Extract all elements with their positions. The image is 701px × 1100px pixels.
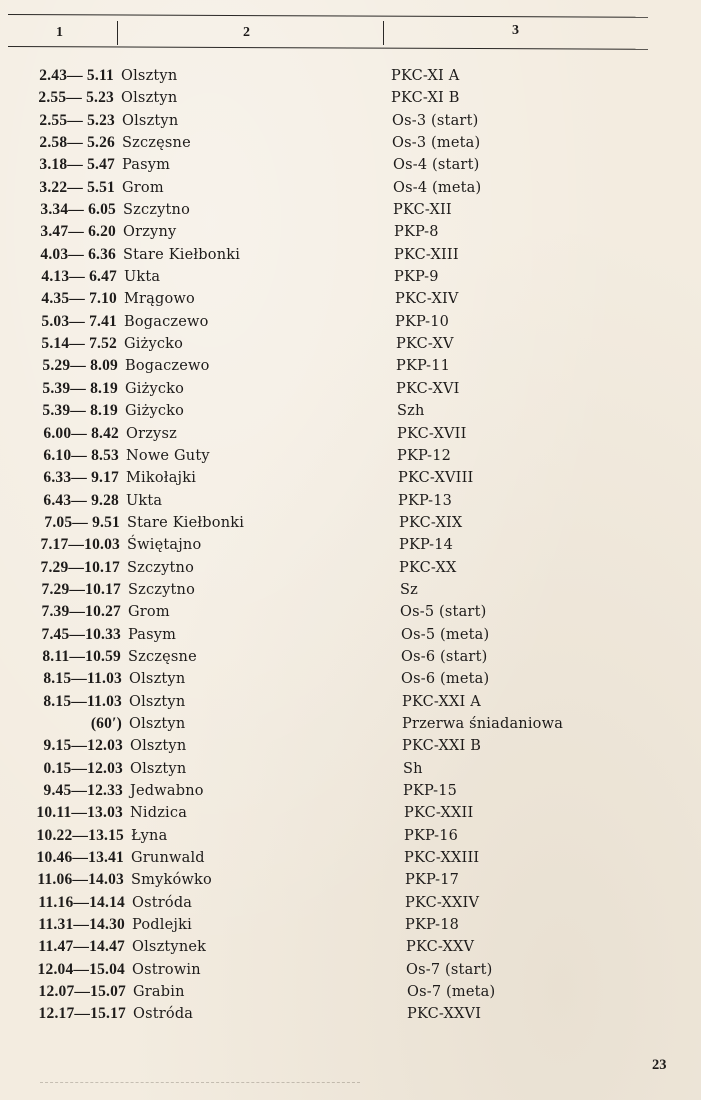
time-range-cell: 2.58— 5.26 xyxy=(39,134,115,152)
control-point-cell: Os-4 (start) xyxy=(393,157,480,174)
time-range-cell: 7.29—10.17 xyxy=(40,558,120,576)
time-range-cell: 3.47— 6.20 xyxy=(40,223,116,241)
location-cell: Grabin xyxy=(133,984,185,1001)
location-cell: Orzyny xyxy=(123,224,177,241)
control-point-cell: PKP-9 xyxy=(394,269,439,286)
table-row xyxy=(0,222,701,244)
control-point-cell: PKC-XXII xyxy=(404,805,474,822)
table-row xyxy=(0,826,701,848)
time-range-cell: 5.39— 8.19 xyxy=(42,379,118,397)
control-point-cell: PKP-13 xyxy=(398,492,453,509)
table-row xyxy=(0,982,701,1004)
time-range-cell: 3.34— 6.05 xyxy=(40,201,116,219)
location-cell: Podlejki xyxy=(132,917,192,934)
time-range-cell: 2.43— 5.11 xyxy=(39,67,114,84)
control-point-cell: Sz xyxy=(400,581,418,598)
control-point-cell: PKP-8 xyxy=(394,224,439,241)
location-cell: Szczęsne xyxy=(128,648,197,665)
location-cell: Olsztynek xyxy=(132,939,207,956)
table-row xyxy=(0,647,701,669)
table-row xyxy=(0,178,701,200)
time-range-cell: (60′) xyxy=(90,714,122,732)
time-range-cell: 10.46—13.41 xyxy=(36,849,124,867)
control-point-cell: PKC-XIII xyxy=(394,246,459,263)
column-separator xyxy=(383,21,384,45)
time-range-cell: 4.03— 6.36 xyxy=(40,245,116,263)
control-point-cell: PKP-15 xyxy=(403,783,458,799)
time-range-cell: 6.43— 9.28 xyxy=(43,491,119,509)
control-point-cell: Os-3 (start) xyxy=(392,112,479,129)
control-point-cell: Przerwa śniadaniowa xyxy=(402,715,564,732)
control-point-cell: Os-5 (meta) xyxy=(401,626,490,643)
location-cell: Giżycko xyxy=(125,403,185,420)
time-range-cell: 8.11—10.59 xyxy=(42,647,121,665)
location-cell: Olsztyn xyxy=(121,90,178,107)
control-point-cell: PKP-10 xyxy=(395,313,450,330)
column-header-1: 1 xyxy=(56,25,63,40)
table-row xyxy=(0,781,701,803)
time-range-cell: 11.47—14.47 xyxy=(38,938,125,956)
control-point-cell: PKC-XIV xyxy=(395,291,459,308)
control-point-cell: PKC-XXVI xyxy=(407,1006,482,1023)
time-range-cell: 7.29—10.17 xyxy=(41,580,121,598)
column-header-2: 2 xyxy=(243,25,250,40)
table-row xyxy=(0,759,701,781)
table-row xyxy=(0,200,701,222)
location-cell: Ukta xyxy=(124,269,161,286)
control-point-cell: PKC-XV xyxy=(396,336,454,353)
time-range-cell: 7.39—10.27 xyxy=(41,603,121,621)
location-cell: Grom xyxy=(128,604,170,621)
table-row xyxy=(0,915,701,937)
table-row xyxy=(0,714,701,736)
time-range-cell: 12.04—15.04 xyxy=(37,960,125,978)
time-range-cell: 8.15—11.03 xyxy=(43,692,122,710)
table-row xyxy=(0,870,701,892)
location-cell: Olsztyn xyxy=(130,760,187,777)
location-cell: Grom xyxy=(122,179,164,196)
page-number: 23 xyxy=(652,1057,667,1073)
table-row xyxy=(0,580,701,602)
control-point-cell: PKC-XI B xyxy=(391,90,460,107)
control-point-cell: PKC-XVI xyxy=(396,380,460,397)
location-cell: Grunwald xyxy=(131,850,205,867)
time-range-cell: 11.31—14.30 xyxy=(38,916,125,934)
control-point-cell: PKC-XI A xyxy=(391,68,460,84)
control-point-cell: PKC-XX xyxy=(399,559,457,576)
control-point-cell: PKP-18 xyxy=(405,917,460,934)
location-cell: Nowe Guty xyxy=(126,447,210,464)
table-row xyxy=(0,446,701,468)
location-cell: Olsztyn xyxy=(122,112,179,129)
table-row xyxy=(0,960,701,982)
table-row xyxy=(0,1004,701,1026)
time-range-cell: 8.15—11.03 xyxy=(43,670,122,688)
location-cell: Ostróda xyxy=(133,1006,194,1023)
control-point-cell: Sh xyxy=(403,760,423,777)
time-range-cell: 5.14— 7.52 xyxy=(41,335,117,353)
location-cell: Ostrowin xyxy=(132,961,201,978)
location-cell: Szczytno xyxy=(123,202,191,219)
table-row xyxy=(0,267,701,289)
location-cell: Mrągowo xyxy=(124,291,195,308)
location-cell: Pasym xyxy=(122,157,171,174)
table-row xyxy=(0,245,701,267)
table-row xyxy=(0,535,701,557)
location-cell: Mikołajki xyxy=(126,470,197,487)
time-range-cell: 5.29— 8.09 xyxy=(42,357,118,375)
control-point-cell: PKC-XXI B xyxy=(402,738,482,755)
control-point-cell: Os-5 (start) xyxy=(400,604,487,621)
location-cell: Ostróda xyxy=(132,894,193,911)
control-point-cell: PKP-16 xyxy=(404,827,459,844)
table-row xyxy=(0,803,701,825)
location-cell: Stare Kiełbonki xyxy=(123,246,241,263)
control-point-cell: Os-7 (start) xyxy=(406,961,493,978)
time-range-cell: 4.35— 7.10 xyxy=(41,290,117,308)
control-point-cell: PKC-XII xyxy=(393,202,452,219)
schedule-table-body xyxy=(0,66,701,1027)
table-row xyxy=(0,692,701,714)
control-point-cell: PKP-12 xyxy=(397,447,452,464)
time-range-cell: 5.39— 8.19 xyxy=(42,402,118,420)
table-row xyxy=(0,155,701,177)
time-range-cell: 10.22—13.15 xyxy=(36,826,124,844)
time-range-cell: 12.07—15.07 xyxy=(38,983,126,1001)
location-cell: Łyna xyxy=(131,827,168,844)
time-range-cell: 11.16—14.14 xyxy=(38,893,125,911)
table-row xyxy=(0,558,701,580)
control-point-cell: Os-7 (meta) xyxy=(407,984,496,1001)
table-row xyxy=(0,356,701,378)
time-range-cell: 11.06—14.03 xyxy=(37,871,124,889)
table-row xyxy=(0,937,701,959)
location-cell: Nidzica xyxy=(130,805,188,822)
table-row xyxy=(0,88,701,110)
location-cell: Stare Kiełbonki xyxy=(127,514,245,531)
table-row xyxy=(0,66,701,88)
print-smudge xyxy=(40,1082,360,1083)
table-row xyxy=(0,848,701,870)
time-range-cell: 4.13— 6.47 xyxy=(41,268,117,286)
time-range-cell: 9.15—12.03 xyxy=(43,737,123,755)
time-range-cell: 7.05— 9.51 xyxy=(44,513,120,531)
control-point-cell: PKC-XIX xyxy=(399,514,463,531)
control-point-cell: PKP-17 xyxy=(405,872,460,889)
table-row xyxy=(0,111,701,133)
location-cell: Giżycko xyxy=(125,380,185,397)
time-range-cell: 0.15—12.03 xyxy=(43,759,123,777)
control-point-cell: PKC-XXV xyxy=(406,939,475,956)
table-row xyxy=(0,334,701,356)
time-range-cell: 3.22— 5.51 xyxy=(39,178,115,196)
table-row xyxy=(0,491,701,513)
location-cell: Bogaczewo xyxy=(125,358,210,375)
location-cell: Orzysz xyxy=(126,425,177,442)
control-point-cell: PKP-14 xyxy=(399,537,454,554)
time-range-cell: 7.45—10.33 xyxy=(41,625,121,643)
control-point-cell: Os-4 (meta) xyxy=(393,179,482,196)
location-cell: Jedwabno xyxy=(130,783,204,799)
table-header-rule xyxy=(8,46,648,50)
time-range-cell: 6.10— 8.53 xyxy=(43,446,119,464)
control-point-cell: PKC-XXIII xyxy=(404,850,480,867)
location-cell: Świętajno xyxy=(127,537,202,554)
table-row xyxy=(0,736,701,758)
table-row xyxy=(0,468,701,490)
control-point-cell: PKP-11 xyxy=(396,358,451,375)
location-cell: Giżycko xyxy=(124,336,184,353)
column-separator xyxy=(117,21,118,45)
time-range-cell: 6.00— 8.42 xyxy=(43,424,119,442)
table-row xyxy=(0,625,701,647)
control-point-cell: PKC-XXI A xyxy=(402,693,481,710)
time-range-cell: 7.17—10.03 xyxy=(40,536,120,554)
location-cell: Olsztyn xyxy=(129,715,186,732)
control-point-cell: Os-6 (start) xyxy=(401,648,488,665)
location-cell: Olsztyn xyxy=(130,738,187,755)
table-row xyxy=(0,289,701,311)
location-cell: Olsztyn xyxy=(121,68,178,84)
time-range-cell: 6.33— 9.17 xyxy=(43,469,119,487)
table-row xyxy=(0,401,701,423)
table-row xyxy=(0,424,701,446)
time-range-cell: 10.11—13.03 xyxy=(36,804,123,822)
table-row xyxy=(0,133,701,155)
time-range-cell: 2.55— 5.23 xyxy=(38,89,114,107)
control-point-cell: Os-6 (meta) xyxy=(401,671,490,688)
time-range-cell: 9.45—12.33 xyxy=(43,782,123,799)
time-range-cell: 12.17—15.17 xyxy=(38,1005,126,1023)
control-point-cell: PKC-XVIII xyxy=(398,470,474,487)
location-cell: Szczytno xyxy=(128,581,196,598)
location-cell: Szczęsne xyxy=(122,135,191,152)
table-row xyxy=(0,893,701,915)
table-row xyxy=(0,602,701,624)
location-cell: Szczytno xyxy=(127,559,195,576)
location-cell: Olsztyn xyxy=(129,671,186,688)
location-cell: Bogaczewo xyxy=(124,313,209,330)
time-range-cell: 3.18— 5.47 xyxy=(39,156,115,174)
location-cell: Olsztyn xyxy=(129,693,186,710)
table-row xyxy=(0,379,701,401)
table-top-rule xyxy=(8,14,648,18)
control-point-cell: PKC-XVII xyxy=(397,425,467,442)
time-range-cell: 2.55— 5.23 xyxy=(39,111,115,129)
control-point-cell: Szh xyxy=(397,403,425,420)
location-cell: Pasym xyxy=(128,626,177,643)
control-point-cell: Os-3 (meta) xyxy=(392,135,481,152)
location-cell: Smykówko xyxy=(131,872,212,889)
location-cell: Ukta xyxy=(126,492,163,509)
control-point-cell: PKC-XXIV xyxy=(405,894,480,911)
table-row xyxy=(0,513,701,535)
table-row xyxy=(0,312,701,334)
table-row xyxy=(0,669,701,691)
time-range-cell: 5.03— 7.41 xyxy=(41,312,117,330)
column-header-3: 3 xyxy=(512,23,519,38)
